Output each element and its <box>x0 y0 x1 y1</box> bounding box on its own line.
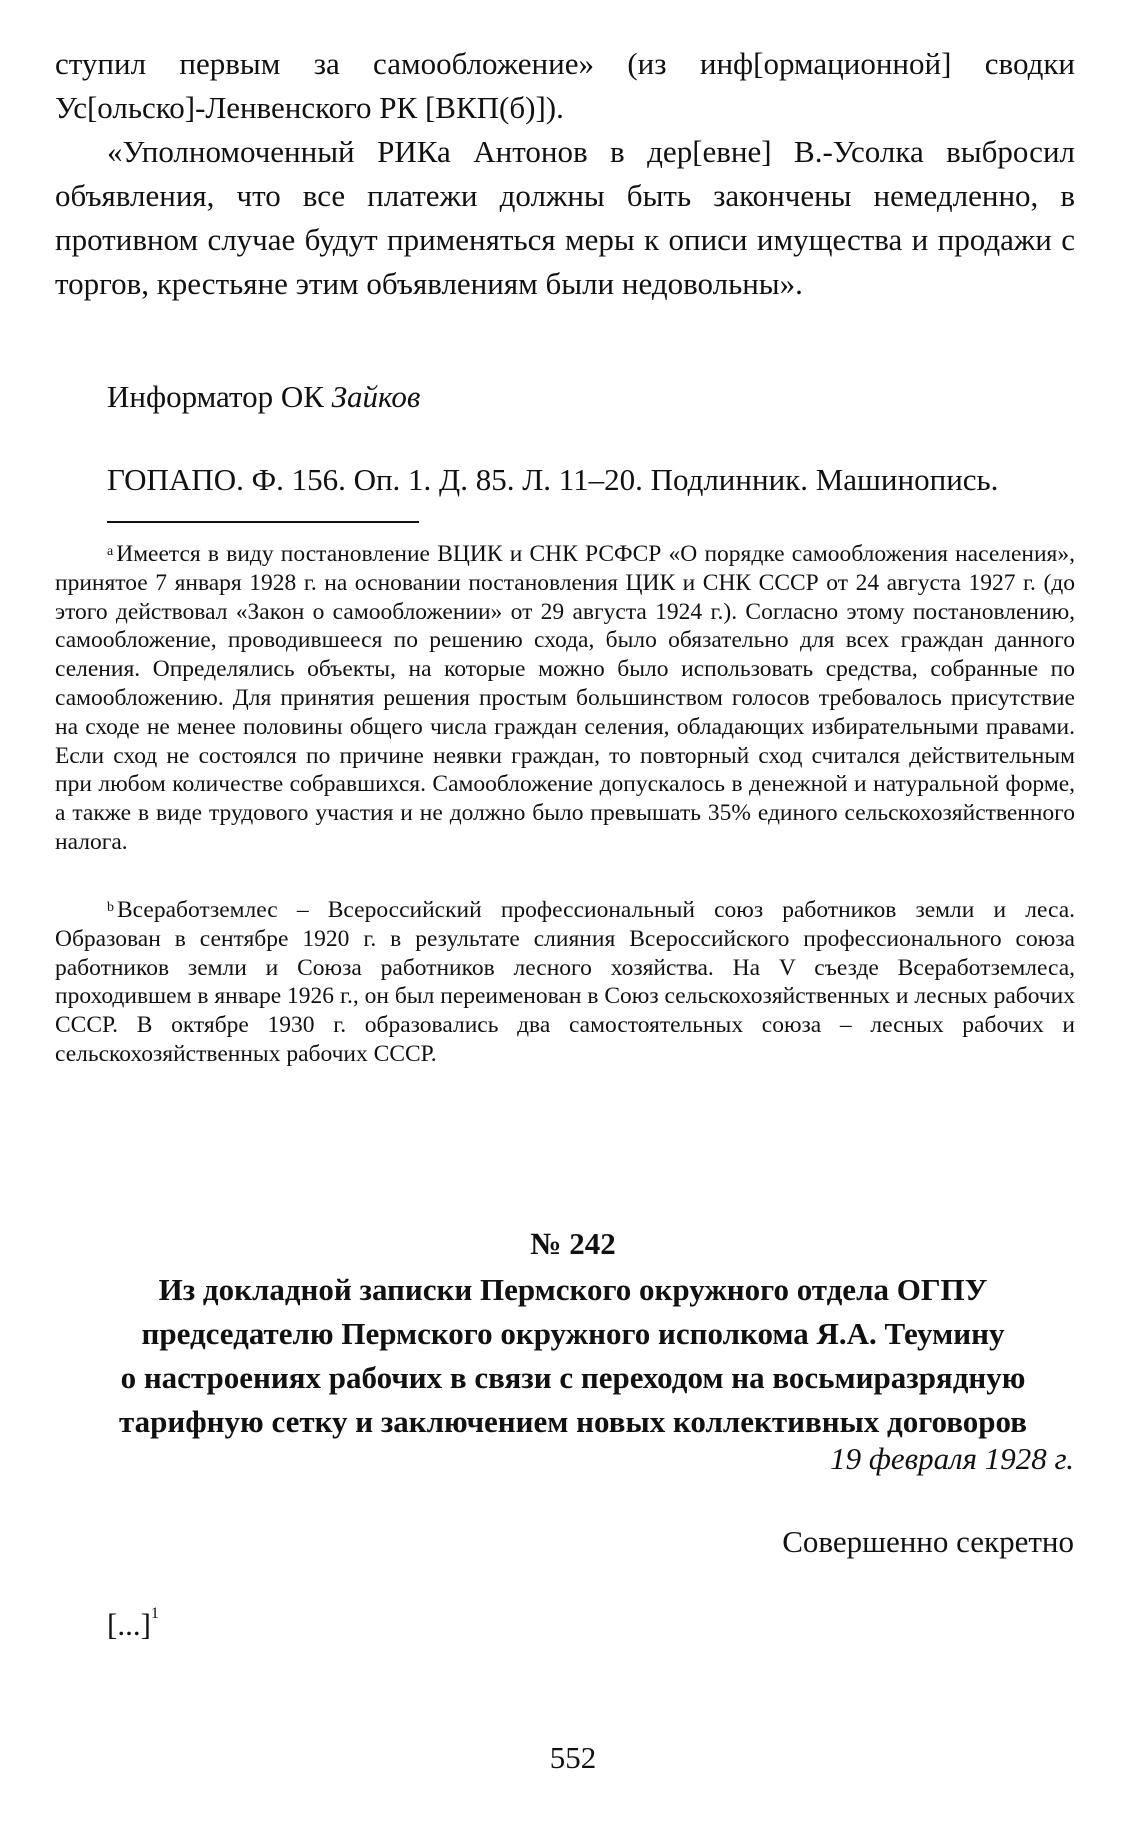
footnote-divider <box>107 521 419 523</box>
document-number: № 242 <box>530 1226 616 1261</box>
document-title-line: председателю Пермского окружного исполкома Я.А. Теумину <box>141 1316 1005 1351</box>
archive-reference: ГОПАПО. Ф. 156. Оп. 1. Д. 85. Л. 11–20. Подлинник. Машинопись. <box>107 462 999 497</box>
omission-note: 1 <box>150 1605 159 1622</box>
omission-text: [...] <box>107 1607 151 1642</box>
signature-role: Информатор ОК <box>107 379 324 414</box>
footnote-a-marker: a <box>107 544 114 559</box>
document-title <box>55 1268 1091 1444</box>
footnote-a-text: Имеется в виду постановление ВЦИК и СНК РСФСР «О порядке самообложения населения», принятое 7 января 1928 г. на основании постановления ЦИК и СНК СССР от 24 августа 1927 г. (до этого действовал «Закон о самообложении» от 29 августа 1924 г.). Согласно этому постановлению, самообложение, проводившееся по решению схода, было обязательно для всех граждан данного селения. Определялись объекты, на которые можно было использовать средства, собранные по самообложению. Для принятия решения простым большинством голосов требовалось присутствие на сходе не менее половины общего числа граждан селения, обладающих избирательными правами. Если сход не состоялся по причине неявки граждан, то повторный сход считался действительным при любом количестве собравшихся. Самообложение допускалось в денежной и натуральной форме, а также в виде трудового участия и не должно было превышать 35% единого сельскохозяйственного налога. <box>55 541 1075 855</box>
footnote-b-marker: b <box>107 900 114 915</box>
footnote-a <box>55 540 1075 857</box>
signature-line <box>107 379 420 415</box>
body-paragraph-2: «Уполномоченный РИКа Антонов в дер[евне] В.-Усолка выбросил объявления, что все платежи должны быть закончены немедленно, в противном случае будут применяться меры к описи имущества и продажи с торгов, крестьяне этим объявлениям были недовольны». <box>55 134 1075 301</box>
document-date: 19 февраля 1928 г. <box>830 1441 1074 1476</box>
document-title-line: о настроениях рабочих в связи с переходом на восьмиразрядную <box>120 1360 1026 1395</box>
page-number: 552 <box>549 1740 597 1775</box>
document-title-line: тарифную сетку и заключением новых коллективных договоров <box>118 1404 1027 1439</box>
body-paragraph-1: ступил первым за самообложение» (из инф[ормационной] сводки Ус[ольско]-Ленвенского РК [ВКП(б)]). <box>55 46 1075 125</box>
classification-stamp: Совершенно секретно <box>782 1524 1074 1559</box>
signature-name: Зайков <box>331 379 421 414</box>
document-title-line: Из докладной записки Пермского окружного отдела ОГПУ <box>158 1272 988 1307</box>
footnote-b <box>55 896 1075 1069</box>
footnote-b-text: Всеработземлес – Всероссийский профессиональный союз работников земли и леса. Образован в сентябре 1920 г. в результате слияния Всероссийского профессионального союза работников земли и Союза работников лесного хозяйства. На V съезде Всеработземлеса, проходившем в январе 1926 г., он был переименован в Союз сельскохозяйственных и лесных рабочих СССР. В октябре 1930 г. образовались два самостоятельных союза – лесных рабочих и сельскохозяйственных рабочих СССР. <box>55 897 1075 1067</box>
omission-marker <box>107 1607 159 1643</box>
